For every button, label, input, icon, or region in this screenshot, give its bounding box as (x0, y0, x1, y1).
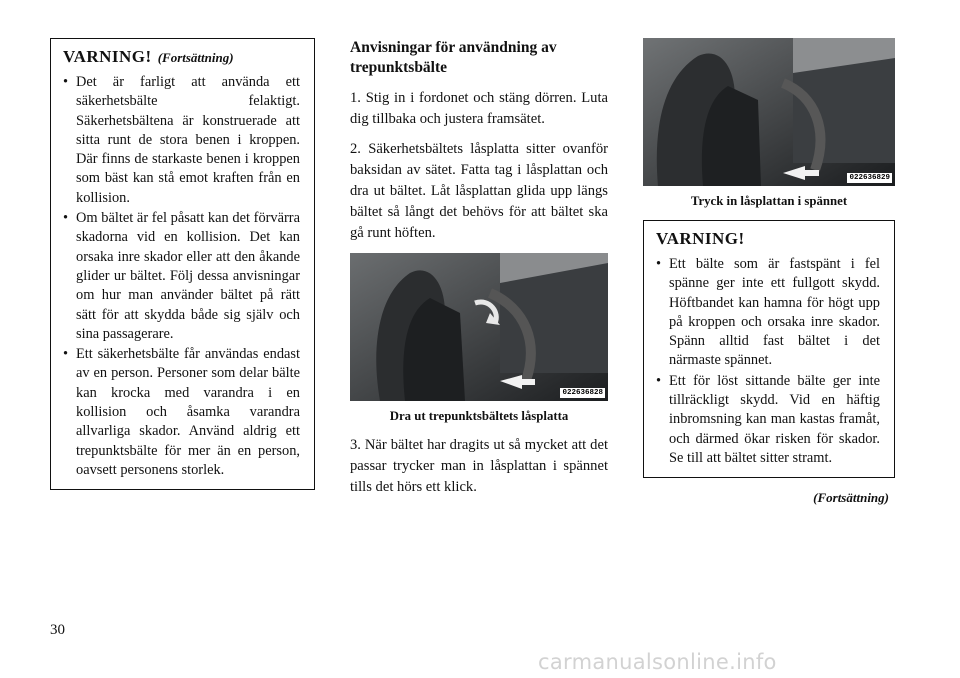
warning-bullet-list (63, 73, 300, 480)
step-1: 1. Stig in i fordonet och stäng dörren. Luta dig tillbaka och justera framsätet. (350, 90, 608, 127)
warning-title: VARNING! (656, 229, 745, 248)
warning-bullet-list (656, 255, 880, 468)
right-column (643, 38, 895, 506)
car-interior-illustration (643, 38, 895, 186)
warning-bullet: • Ett säkerhetsbälte får användas endast av en person. Personer som delar bälte kan krocka med varandra i en kollision och åsamka varandra allvarliga skador. Använd aldrig ett trepunktsbälte för mer än en person, oavsett personens storlek. (63, 345, 300, 480)
warning-bullet: • Det är farligt att använda ett säkerhetsbälte felaktigt. Säkerhetsbältena är konstruerade att sitta runt de stora benen i kroppen. Där finns de starkaste benen i kroppen som bäst kan stå emot kraften från en kollision. (63, 73, 300, 208)
warning-subtitle: (Fortsättning) (157, 50, 234, 65)
continued-label: (Fortsättning) (813, 490, 889, 506)
car-interior-illustration (350, 253, 608, 401)
section-heading: Anvisningar för användning av trepunktsbälte (350, 39, 557, 76)
warning-bullet: • Ett bälte som är fastspänt i fel spänne ger inte ett fullgott skydd. Höftbandet kan hamna för högt upp på kroppen och orsaka inre skador. Spänn alltid fast bältet i det närmaste spännet. (656, 255, 880, 371)
warning-box-continued (50, 38, 315, 490)
photo-code: 022636829 (849, 174, 890, 182)
photo-caption: Dra ut trepunktsbältets låsplatta (389, 409, 569, 423)
buckle-latch-photo (643, 38, 895, 186)
seat-belt-pull-photo (350, 253, 608, 401)
middle-column (350, 38, 608, 507)
watermark: carmanualsonline.info (538, 650, 777, 674)
warning-heading (63, 47, 300, 67)
photo-code: 022636828 (562, 389, 603, 397)
warning-title: VARNING! (63, 47, 152, 66)
warning-bullet: • Ett för löst sittande bälte ger inte tillräckligt skydd. Vid en häftig inbromsning kan man kastas framåt, och därmed ökar risken för skador. Se till att bältet sitter stramt. (656, 372, 880, 468)
photo-caption: Tryck in låsplattan i spännet (690, 194, 848, 208)
left-column (50, 38, 315, 490)
warning-box (643, 220, 895, 478)
warning-bullet: • Om bältet är fel påsatt kan det förvärra skadorna vid en kollision. Det kan orsaka inre skador eller att den åkande glider ur bältet. Följ dessa anvisningar om hur man använder bältet på rätt sätt för att skydda både sig själv och sina passagerare. (63, 209, 300, 344)
step-3: 3. När bältet har dragits ut så mycket att det passar trycker man in låsplattan i spännet tills det hörs ett klick. (350, 437, 608, 495)
step-2: 2. Säkerhetsbältets låsplatta sitter ovanför baksidan av sätet. Fatta tag i låsplattan och dra ut bältet. Låt låsplattan glida upp längs bältet så långt det behövs för att bältet ska gå runt höften. (350, 141, 608, 241)
page-number: 30 (50, 622, 65, 638)
